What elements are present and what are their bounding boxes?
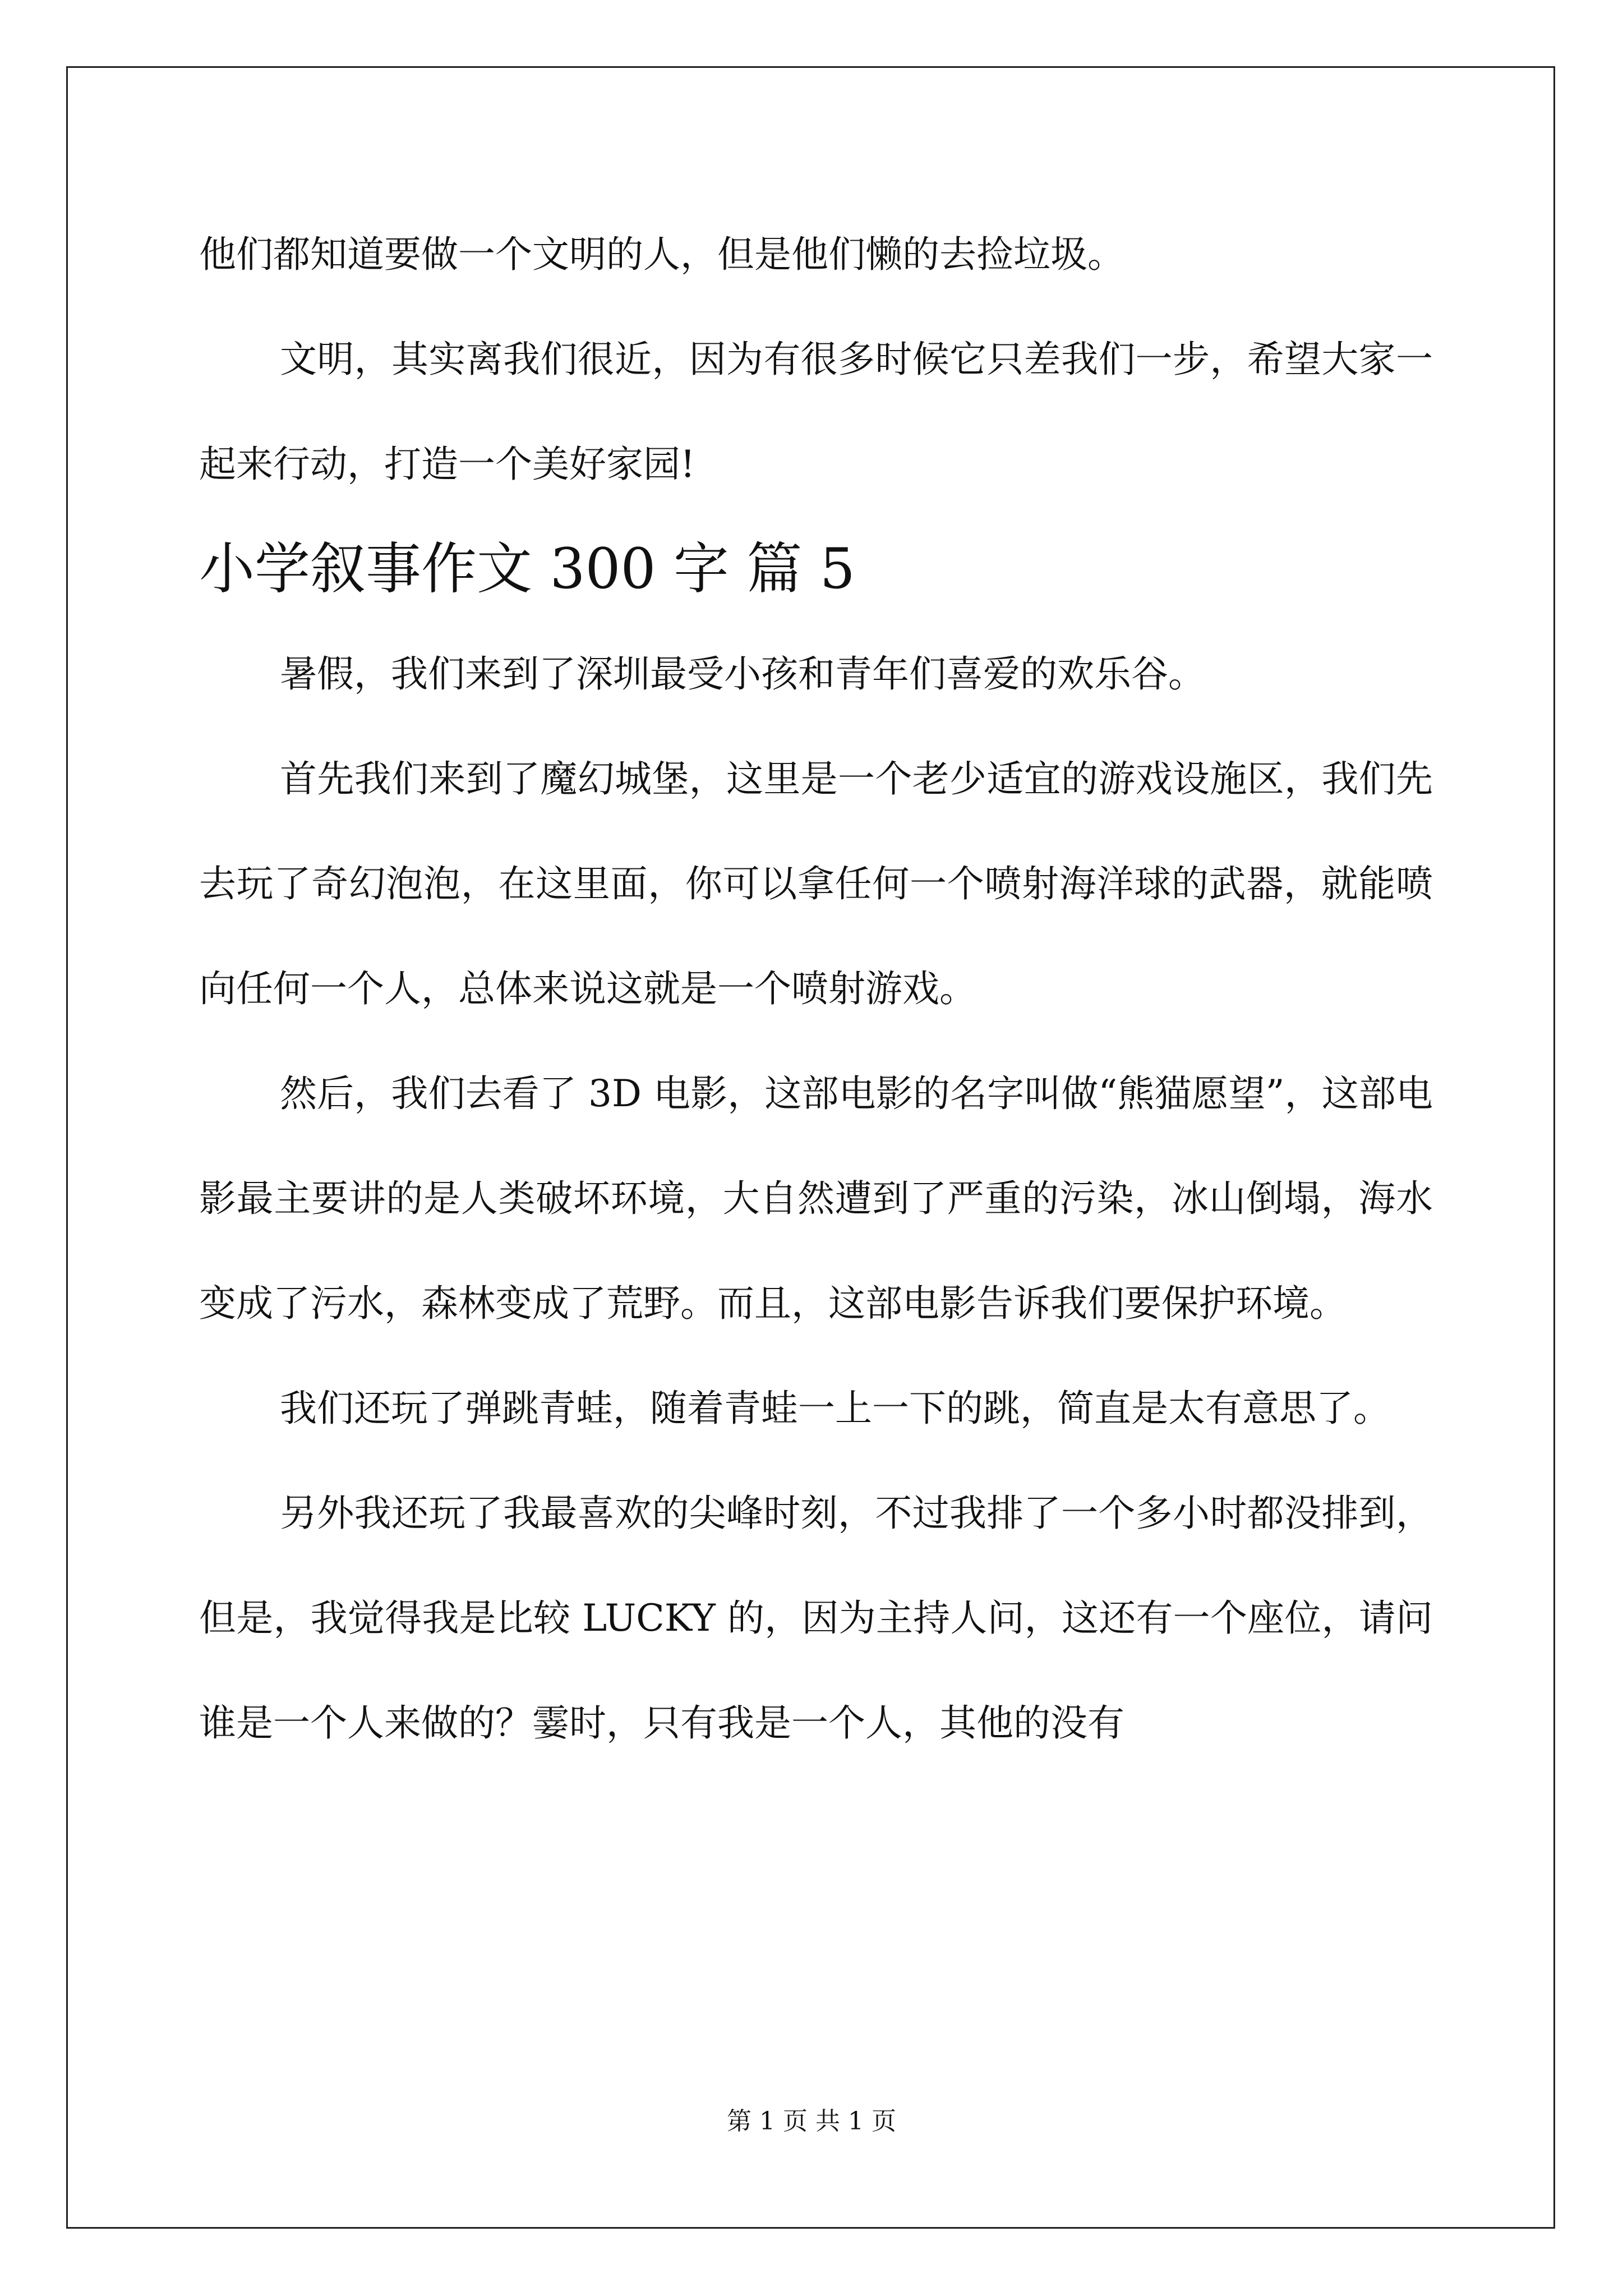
document-body bbox=[199, 202, 1433, 1775]
section-paragraph-4: 我们还玩了弹跳青蛙，随着青蛙一上一下的跳，简直是太有意思了。 bbox=[280, 1387, 1390, 1430]
section-paragraph-3: 然后，我们去看了 3D 电影，这部电影的名字叫做“熊猫愿望”，这部电影最主要讲的是人类破坏环境，大自然遭到了严重的污染，冰山倒塌，海水变成了污水，森林变成了荒野。而且，这部电影告诉我们要保护环境。 bbox=[199, 1072, 1433, 1325]
section-paragraph-2: 首先我们来到了魔幻城堡，这里是一个老少适宜的游戏设施区，我们先去玩了奇幻泡泡，在这里面，你可以拿任何一个喷射海洋球的武器，就能喷向任何一个人，总体来说这就是一个喷射游戏。 bbox=[199, 757, 1433, 1010]
paragraph-1: 他们都知道要做一个文明的人，但是他们懒的去捡垃圾。 bbox=[199, 233, 1124, 276]
section-paragraph-5: 另外我还玩了我最喜欢的尖峰时刻，不过我排了一个多小时都没排到，但是，我觉得我是比较 LUCKY 的，因为主持人问，这还有一个座位，请问谁是一个人来做的？霎时，只有我是一个人，其他的没有 bbox=[199, 1492, 1433, 1745]
paragraph-2: 文明，其实离我们很近，因为有很多时候它只差我们一步，希望大家一起来行动，打造一个美好家园! bbox=[199, 338, 1433, 486]
page-number-footer: 第 1 页 共 1 页 bbox=[727, 2107, 896, 2136]
section-title: 小学叙事作文 300 字 篇 5 bbox=[199, 537, 855, 601]
section-paragraph-1: 暑假，我们来到了深圳最受小孩和青年们喜爱的欢乐谷。 bbox=[280, 652, 1205, 696]
